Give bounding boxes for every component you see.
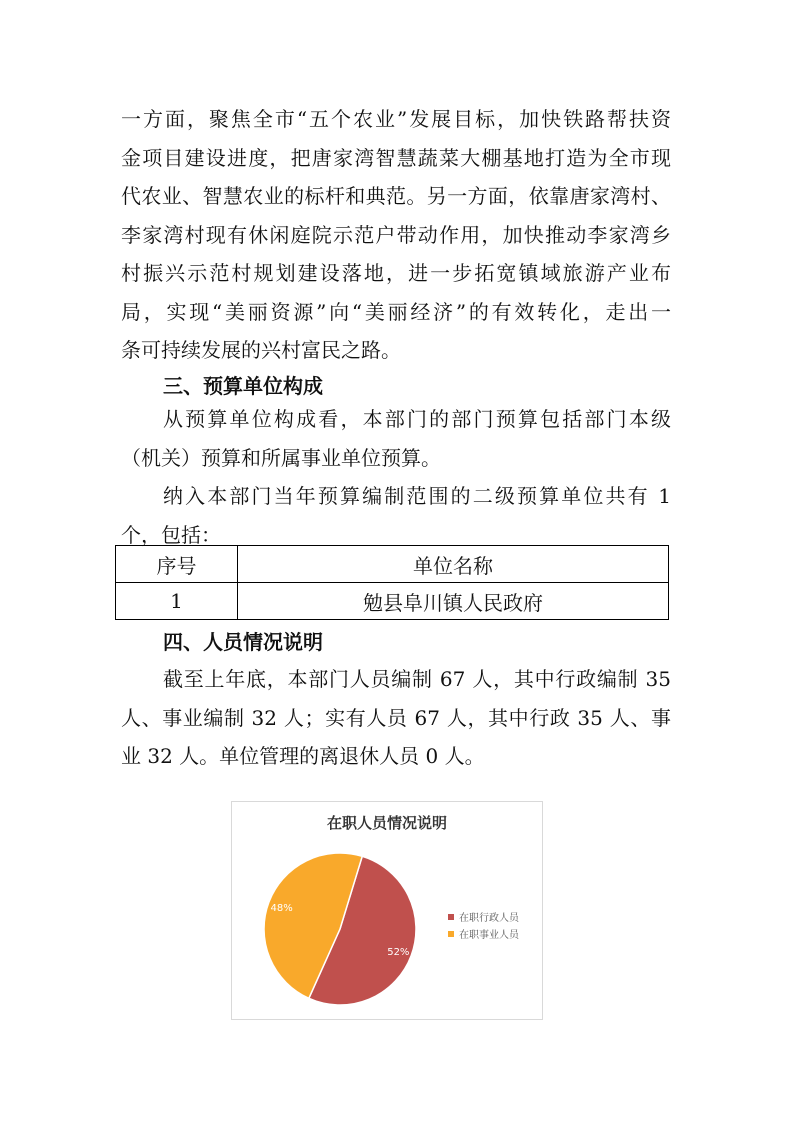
text-line: 一方面，聚焦全市“五个农业”发展目标，加快铁路帮扶资 bbox=[121, 107, 671, 131]
chart-title: 在职人员情况说明 bbox=[326, 814, 447, 832]
personnel-pie-chart bbox=[231, 801, 543, 1020]
section-heading-personnel: 四、人员情况说明 bbox=[163, 630, 323, 654]
section-heading-budget-units: 三、预算单位构成 bbox=[163, 374, 323, 398]
text-line: 人、事业编制 32 人；实有人员 67 人，其中行政 35 人、事 bbox=[121, 705, 671, 730]
text-line: 代农业、智慧农业的标杆和典范。另一方面，依靠唐家湾村、 bbox=[121, 184, 671, 208]
legend-swatch bbox=[448, 914, 454, 920]
text-line: 村振兴示范村规划建设落地，进一步拓宽镇域旅游产业布 bbox=[121, 261, 671, 285]
text-line: 局，实现“美丽资源”向“美丽经济”的有效转化，走出一 bbox=[121, 299, 671, 324]
legend-item-admin bbox=[448, 908, 519, 925]
column-header-unit-name: 单位名称 bbox=[238, 546, 669, 583]
text-line: 条可持续发展的兴村富民之路。 bbox=[121, 338, 401, 362]
chart-legend bbox=[448, 908, 519, 942]
text-line: 截至上年底，本部门人员编制 67 人，其中行政编制 35 bbox=[163, 667, 671, 691]
table-header-row bbox=[116, 546, 669, 583]
slice-value-label: 52% bbox=[387, 946, 410, 958]
legend-label: 在职行政人员 bbox=[459, 913, 519, 924]
table-cell-index: 1 bbox=[116, 583, 238, 620]
table-row bbox=[116, 583, 669, 620]
legend-swatch bbox=[448, 931, 454, 937]
text-line: 从预算单位构成看，本部门的部门预算包括部门本级 bbox=[163, 407, 671, 431]
column-header-index: 序号 bbox=[116, 546, 238, 583]
text-line: （机关）预算和所属事业单位预算。 bbox=[121, 445, 441, 470]
budget-unit-table bbox=[115, 545, 669, 620]
legend-label: 在职事业人员 bbox=[459, 930, 519, 941]
table-cell-unit-name: 勉县阜川镇人民政府 bbox=[238, 583, 669, 620]
text-line: 李家湾村现有休闲庭院示范户带动作用，加快推动李家湾乡 bbox=[121, 222, 671, 247]
text-line: 金项目建设进度，把唐家湾智慧蔬菜大棚基地打造为全市现 bbox=[121, 145, 671, 170]
slice-value-label: 48% bbox=[270, 903, 293, 915]
text-line: 业 32 人。单位管理的离退休人员 0 人。 bbox=[121, 744, 485, 768]
text-line: 纳入本部门当年预算编制范围的二级预算单位共有 1 bbox=[163, 484, 671, 508]
text-line: 个，包括： bbox=[121, 522, 221, 547]
legend-item-institution bbox=[448, 925, 519, 942]
